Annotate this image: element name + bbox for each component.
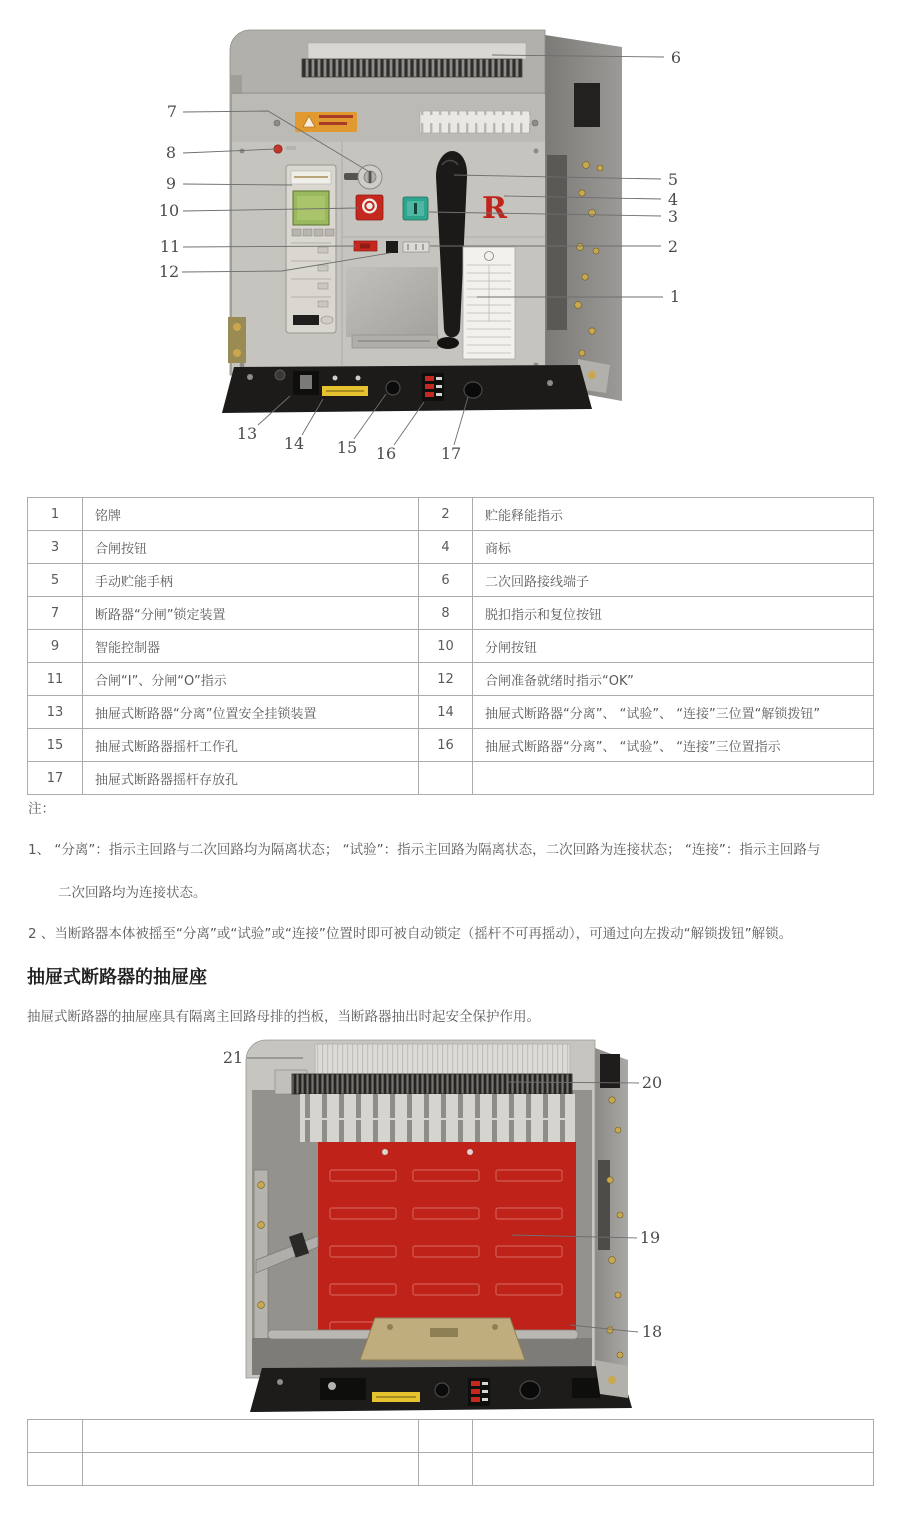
part-number: [419, 1420, 473, 1453]
part-number: 4: [419, 531, 473, 564]
io-indicator: [354, 241, 377, 251]
callout-18: 18: [641, 1322, 663, 1341]
warning-label: [295, 112, 357, 132]
part-number: 3: [28, 531, 83, 564]
parts-table-2: [27, 1419, 874, 1486]
table-row: [28, 630, 874, 663]
table-row: [28, 1420, 874, 1453]
parts-table-1-wrap: [27, 497, 874, 795]
close-button: [403, 197, 428, 220]
callout-20: 20: [641, 1073, 663, 1092]
callout-3: 3: [667, 207, 679, 226]
cradle-side-plate: [595, 1048, 628, 1388]
cradle-base: [250, 1360, 632, 1412]
part-desc: 商标: [473, 531, 874, 564]
part-desc: 合闸“I”、分闸“O”指示: [83, 663, 419, 696]
part-desc: 二次回路接线端子: [473, 564, 874, 597]
smart-controller: [286, 165, 336, 333]
table-row: [28, 1453, 874, 1486]
rating-label-strip: [420, 111, 530, 133]
notes-label: 注：: [28, 801, 55, 817]
callout-13: 13: [236, 424, 258, 443]
part-number: 16: [419, 729, 473, 762]
table-row: [28, 564, 874, 597]
breaker-side-panel: [545, 35, 622, 401]
rocker-working-hole: [386, 381, 400, 395]
table-row: [28, 498, 874, 531]
part-desc: 合闸准备就绪时指示“OK”: [473, 663, 874, 696]
breaker-figure-svg: [130, 15, 710, 485]
open-button: [356, 195, 383, 220]
screw: [274, 120, 280, 126]
parts-table-2-wrap: [27, 1419, 874, 1486]
ok-indicator-window: [386, 241, 398, 253]
table-row: [28, 663, 874, 696]
part-desc: 手动贮能手柄: [83, 564, 419, 597]
part-number: 15: [28, 729, 83, 762]
safety-shutter: [318, 1142, 576, 1338]
callout-14: 14: [283, 434, 305, 453]
callout-5: 5: [667, 170, 679, 189]
callout-8: 8: [165, 143, 177, 162]
part-desc: [83, 1420, 419, 1453]
table-row: [28, 696, 874, 729]
section-paragraph: 抽屉式断路器的抽屉座具有隔离主回路母排的挡板，当断路器抽出时起安全保护作用。: [27, 1009, 540, 1025]
table-row: [28, 729, 874, 762]
part-number: 13: [28, 696, 83, 729]
part-number: [28, 1453, 83, 1486]
part-number: 11: [28, 663, 83, 696]
hinge: [228, 317, 246, 363]
table-row: [28, 531, 874, 564]
part-desc: 抽屉式断路器摇杆存放孔: [83, 762, 419, 795]
part-desc: 铭牌: [83, 498, 419, 531]
part-desc: [83, 1453, 419, 1486]
part-number: 7: [28, 597, 83, 630]
part-desc: 智能控制器: [83, 630, 419, 663]
callout-12: 12: [158, 262, 180, 281]
table-row: [28, 762, 874, 795]
part-number: 14: [419, 696, 473, 729]
callout-1: 1: [669, 287, 681, 306]
cradle-figure-svg: [180, 1030, 720, 1420]
callout-21: 21: [222, 1048, 244, 1067]
part-number: 1: [28, 498, 83, 531]
part-desc: 脱扣指示和复位按钮: [473, 597, 874, 630]
part-number: 8: [419, 597, 473, 630]
part-desc: 抽屉式断路器摇杆工作孔: [83, 729, 419, 762]
callout-17: 17: [440, 444, 462, 463]
callout-19: 19: [639, 1228, 661, 1247]
part-desc: [473, 1453, 874, 1486]
callout-9: 9: [165, 174, 177, 193]
part-number: 6: [419, 564, 473, 597]
callout-10: 10: [158, 201, 180, 220]
part-desc: 合闸按钮: [83, 531, 419, 564]
callout-16: 16: [375, 444, 397, 463]
part-number: 5: [28, 564, 83, 597]
top-label-bar: [315, 1044, 570, 1074]
slotted-panel: [300, 1094, 575, 1142]
note-2: 2 、当断路器本体被摇至“分离”或“试验”或“连接”位置时即可被自动锁定（摇杆不可再摇动），可通过向左拨动“解锁拨钮”解锁。: [28, 926, 793, 942]
callout-4: 4: [667, 190, 679, 209]
padlock-knob: [275, 370, 285, 380]
part-number: [419, 1453, 473, 1486]
part-desc: 分闸按钮: [473, 630, 874, 663]
note-1-line-1: 1、 “分离”：指示主回路与二次回路均为隔离状态； “试验”：指示主回路为隔离状态，二次回路为连接状态； “连接”：指示主回路与: [28, 842, 821, 858]
part-desc: [473, 1420, 874, 1453]
part-desc: 抽屉式断路器“分离”、 “试验”、 “连接”三位置指示: [473, 729, 874, 762]
screw: [247, 374, 253, 380]
callout-6: 6: [670, 48, 682, 67]
svg-text:R: R: [482, 191, 507, 226]
breaker-figure: [130, 15, 710, 485]
callout-11: 11: [159, 237, 181, 256]
part-number: 2: [419, 498, 473, 531]
part-number: 9: [28, 630, 83, 663]
table-row: [28, 597, 874, 630]
controller-window: [293, 315, 319, 325]
charge-indicator: [403, 242, 429, 252]
callout-15: 15: [336, 438, 358, 457]
part-number: 17: [28, 762, 83, 795]
nameplate: [463, 247, 515, 359]
part-number: 10: [419, 630, 473, 663]
callout-2: 2: [667, 237, 679, 256]
part-desc: 断路器“分闸”锁定装置: [83, 597, 419, 630]
position-indicator: [468, 1378, 490, 1406]
secondary-terminals: [302, 43, 526, 77]
part-desc: 抽屉式断路器“分离”、 “试验”、 “连接”三位置“解锁拨钮”: [473, 696, 874, 729]
position-indicator: [422, 373, 444, 401]
part-number: 12: [419, 663, 473, 696]
section-heading: 抽屉式断路器的抽屉座: [27, 967, 207, 988]
note-1-line-2: 二次回路均为连接状态。: [58, 885, 207, 901]
part-desc: 贮能释能指示: [473, 498, 874, 531]
part-number: [419, 762, 473, 795]
rocker-storage-hole: [464, 382, 482, 398]
roller-blind: [346, 267, 438, 337]
part-desc: [473, 762, 874, 795]
parts-table-1: [27, 497, 874, 795]
screw: [532, 120, 538, 126]
callout-7: 7: [166, 102, 178, 121]
part-desc: 抽屉式断路器“分离”位置安全挂锁装置: [83, 696, 419, 729]
cradle-figure: [180, 1030, 720, 1420]
part-number: [28, 1420, 83, 1453]
